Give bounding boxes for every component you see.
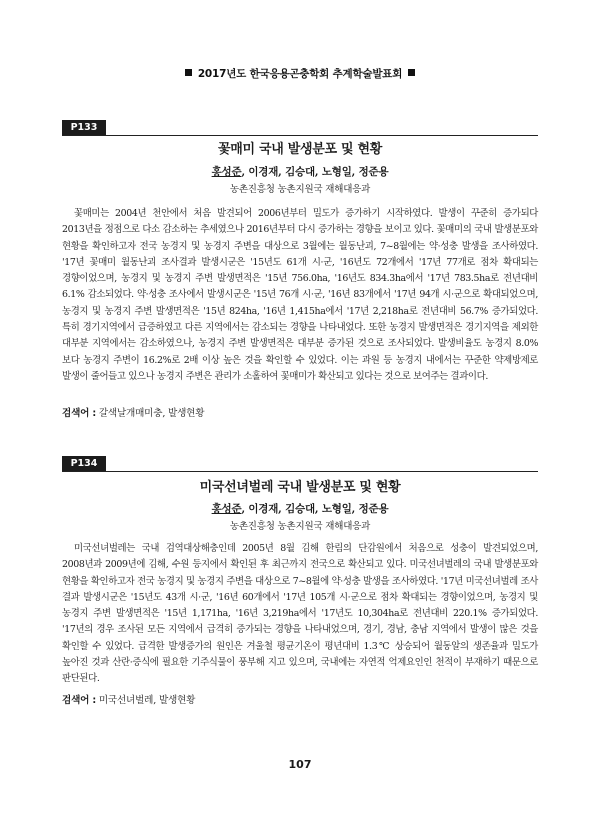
square-bullet-icon — [185, 69, 192, 76]
first-author: 홍성준 — [211, 503, 242, 515]
abstract-body: 꽃매미는 2004년 천안에서 처음 발견되어 2006년부터 밀도가 증가하기 시작하였다. 발생이 꾸준히 증가되다 2013년을 정점으로 다소 감소하는 추세였으나 2016년부터 다시 증가하는 경향을 보이고 있다. 꽃매미의 국내 발생분포와 현황을 확인하고자 전국 농경지 및 농경지 주변을 대상으로 3월에는 월동난괴, 7~8월에는 약·성충 발생을 조사하였다. '17년 꽃매미 월동난괴 조사결과 발생시군은 '15년도 61개 시·군, '16년도 72개에서 '17년 77개로 점차 확대되는 경향이었으며, 농경지 및 농경지 주변 발생면적은 '15년 756.0ha, '16년도 834.3ha에서 '17년 783.5ha로 전년대비 6.1% 감소되었다. 약·성충 조사에서 발생시군은 '15년 76개 시·군, '16년 83개에서 '17년 94개 시·군으로 확대되었으며, 농경지 및 농경지 주변 발생면적은 '15년 824ha, '16년 1,415ha에서 '17년 2,218ha로 전년대비 56.7% 증가되었다. 특히 경기지역에서 급증하였고 다른 지역에서는 감소되는 경향을 나타내었다. 또한 농경지 발생면적은 경기지역을 제외한 대부분 지역에서는 감소하였으나, 농경지 주변 발생면적은 대부분 증가된 것으로 조사되었다. 발생비율도 농경지 8.0%보다 농경지 주변이 16.2%로 2배 이상 높은 것을 확인할 수 있었다. 이는 과원 등 농경지 내에서는 꾸준한 약제방제로 발생이 줄어들고 있으나 농경지 주변은 관리가 소홀하여 꽃매미가 확산되고 있다는 것으로 보여주는 결과이다. — [62, 208, 538, 382]
abstract-affiliation: 농촌진흥청 농촌지원국 재해대응과 — [229, 521, 371, 532]
abstract-title: 미국선녀벌레 국내 발생분포 및 현황 — [199, 480, 401, 495]
section-rule — [62, 471, 538, 472]
page-number: 107 — [288, 758, 312, 771]
abstract-keywords — [62, 405, 538, 419]
co-authors: , 이경재, 김승대, 노형일, 정준용 — [241, 166, 389, 178]
running-header — [0, 66, 600, 81]
keywords-text: 갈색날개매미충, 발생현황 — [98, 408, 205, 419]
abstract-authors — [62, 501, 538, 516]
keywords-label: 검색어 : — [62, 695, 96, 706]
abstract-affiliation: 농촌진흥청 농촌지원국 재해대응과 — [229, 184, 371, 195]
section-rule — [62, 135, 538, 136]
abstract-authors — [62, 164, 538, 179]
square-bullet-icon — [408, 69, 415, 76]
first-author: 홍성준 — [211, 166, 242, 178]
abstract-title: 꽃매미 국내 발생분포 및 현황 — [218, 142, 382, 157]
abstract-id-badge: P134 — [62, 456, 106, 472]
abstract-body: 미국선녀벌레는 국내 검역대상해충인데 2005년 8월 김해 한림의 단감원에서 처음으로 성충이 발견되었으며, 2008년과 2009년에 김해, 수원 등지에서 확인된 후 최근까지 전국으로 확산되고 있다. 미국선녀벌레의 국내 발생분포와 현황을 확인하고자 전국 농경지 및 농경지 주변을 대상으로 7~8월에 약·성충 발생을 조사하였다. '17년 미국선녀벌레 조사 결과 발생시군은 '15년도 43개 시·군, '16년 60개에서 '17년 105개 시·군으로 점차 확대되는 경향이었으며, 농경지 및 농경지 주변 발생면적은 '15년 1,171ha, '16년 3,219ha에서 '17년도 10,304ha로 전년대비 220.1% 증가되었다. '17년의 경우 조사된 모든 지역에서 급격히 증가되는 경향을 나타내었으며, 경기, 경남, 충남 지역에서 발생이 많은 것을 확인할 수 있었다. 급격한 발생증가의 원인은 겨울철 평균기온이 평년대비 1.3℃ 상승되어 월동알의 생존율과 밀도가 높아진 것과 산란·증식에 필요한 기주식물이 풍부해 지고 있으며, 국내에는 자연적 억제요인인 천적이 부재하기 때문으로 판단된다. — [62, 543, 538, 685]
keywords-label: 검색어 : — [62, 408, 96, 419]
co-authors: , 이경재, 김승대, 노형일, 정준용 — [241, 503, 389, 515]
keywords-text: 미국선녀벌레, 발생현황 — [98, 695, 196, 706]
abstract-keywords — [62, 692, 538, 706]
abstract-id-badge: P133 — [62, 120, 106, 136]
header-title: 2017년도 한국응용곤충학회 추계학술발표회 — [197, 68, 403, 80]
